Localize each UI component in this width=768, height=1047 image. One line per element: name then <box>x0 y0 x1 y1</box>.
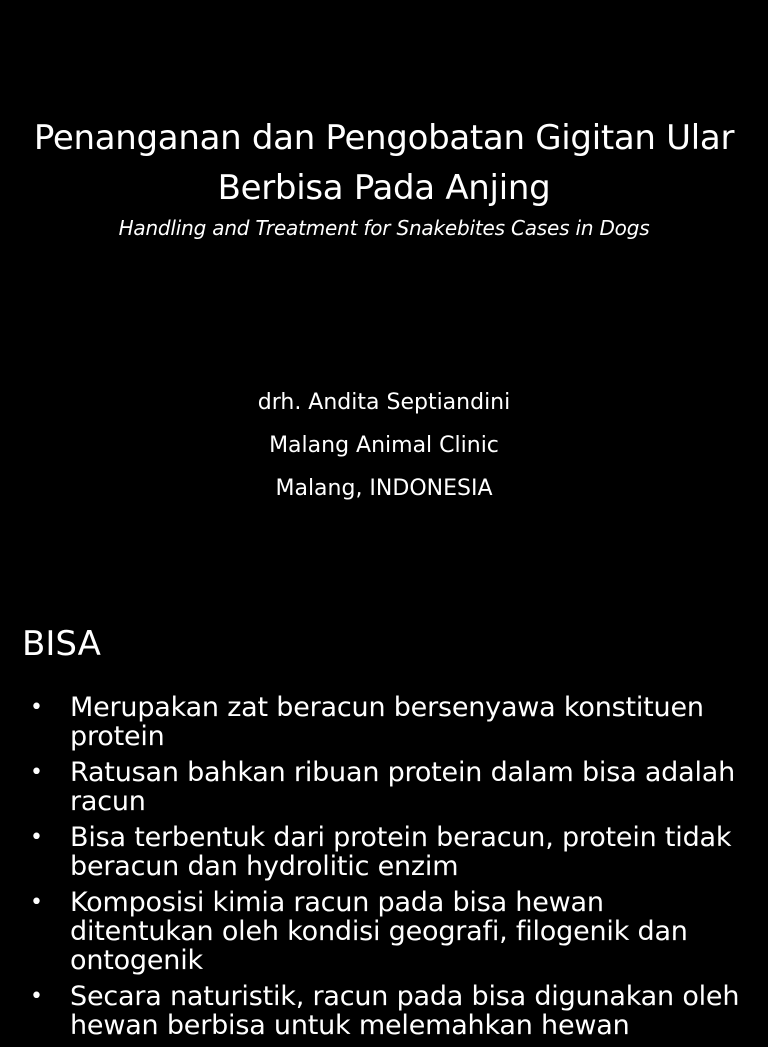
bullet-icon: • <box>30 825 43 850</box>
bullet-text: Merupakan zat beracun bersenyawa konstituen protein <box>70 692 704 752</box>
content-slide <box>0 576 768 1041</box>
author-block <box>0 381 768 510</box>
bullet-icon: • <box>30 890 43 915</box>
list-item <box>28 982 743 1040</box>
bullet-icon: • <box>30 760 43 785</box>
list-item <box>28 888 743 975</box>
bullet-icon: • <box>30 695 43 720</box>
author-affiliation: Malang Animal Clinic <box>269 433 499 458</box>
bullet-list <box>28 693 743 1047</box>
slide-title: Penanganan dan Pengobatan Gigitan Ular Berbisa Pada Anjing <box>33 118 735 208</box>
author-location: Malang, INDONESIA <box>275 476 493 501</box>
bullet-icon: • <box>30 984 43 1009</box>
bullet-text: Komposisi kimia racun pada bisa hewan ditentukan oleh kondisi geografi, filogenik dan ontogenik <box>70 887 688 976</box>
section-heading: BISA <box>22 624 101 664</box>
bullet-text: Ratusan bahkan ribuan protein dalam bisa adalah racun <box>70 757 736 817</box>
list-item <box>28 758 743 816</box>
list-item <box>28 823 743 881</box>
bullet-text: Secara naturistik, racun pada bisa digunakan oleh hewan berbisa untuk melemahkan hewan <box>70 981 740 1041</box>
author-name: drh. Andita Septiandini <box>257 390 511 415</box>
slide-subtitle: Handling and Treatment for Snakebites Cases in Dogs <box>118 216 650 240</box>
bullet-text: Bisa terbentuk dari protein beracun, protein tidak beracun dan hydrolitic enzim <box>70 822 732 882</box>
list-item <box>28 693 743 751</box>
